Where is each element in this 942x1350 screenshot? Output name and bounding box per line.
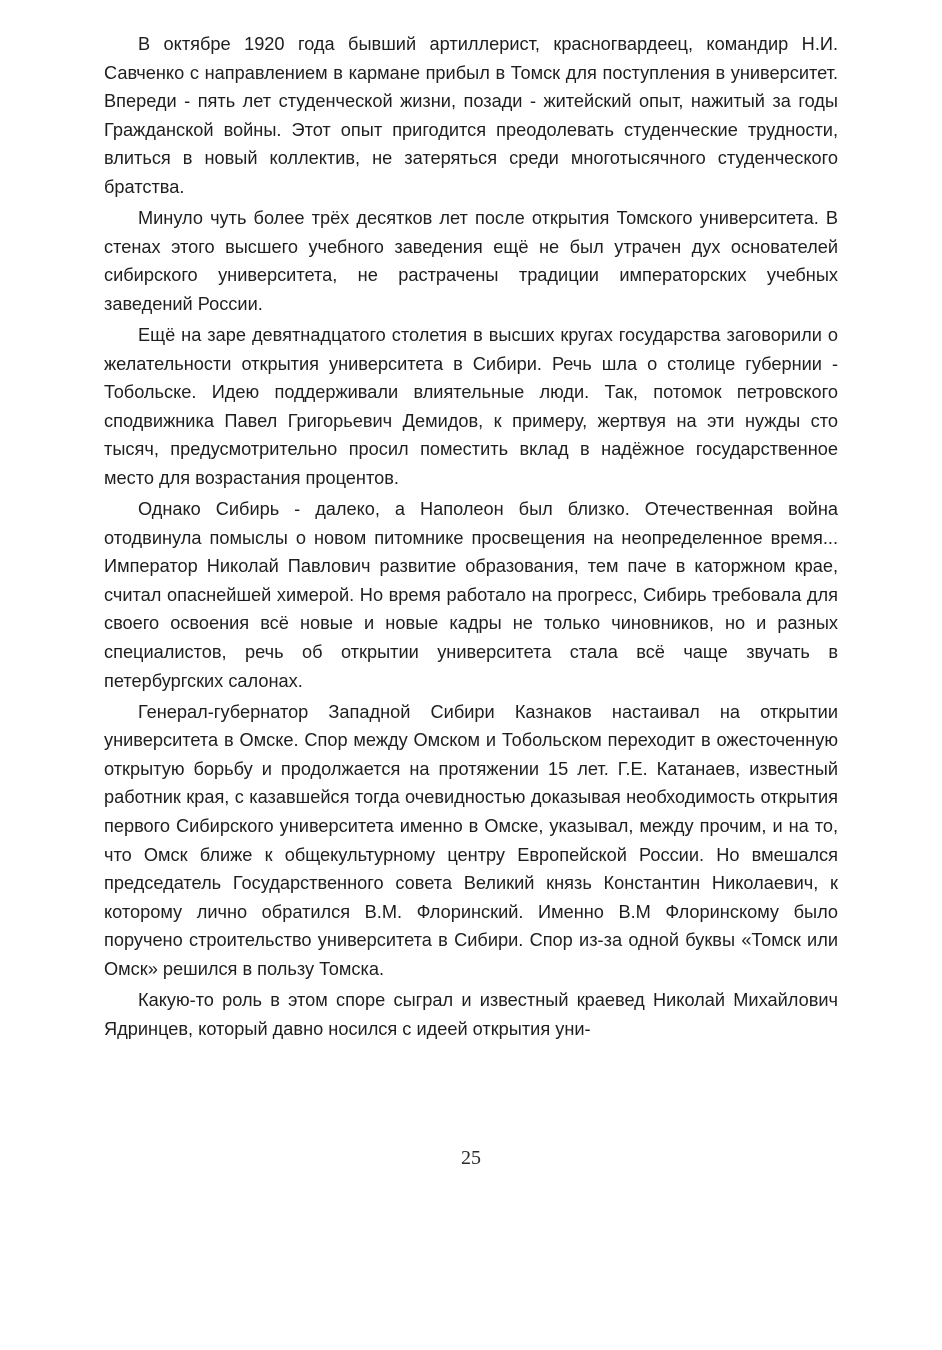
paragraph-2: Минуло чуть более трёх десятков лет после открытия Томского университета. В стенах этого высшего учебного заведения ещё не был утрачен дух основателей сибирского университета, не растрачены традиции императорских учебных заведений России.	[104, 208, 838, 314]
paragraph-5: Генерал-губернатор Западной Сибири Казнаков настаивал на открытии университета в Омске. Спор между Омском и Тобольском переходит в ожесточенную открытую борьбу и продолжается на протяжении 15 лет. Г.Е. Катанаев, известный работник края, с казавшейся тогда очевидностью доказывая необходимость открытия первого Сибирского университета именно в Омске, указывал, между прочим, и на то, что Омск ближе к общекультурному центру Европейской России. Но вмешался председатель Государственного совета Великий князь Константин Николаевич, к которому лично обратился В.М. Флоринский. Именно В.М Флоринскому было поручено строительство университета в Сибири. Спор из-за одной буквы «Томск или Омск» решился в пользу Томска.	[104, 701, 838, 979]
page-number: 25	[461, 1147, 481, 1169]
paragraph-3: Ещё на заре девятнадцатого столетия в высших кругах государства заговорили о желательности открытия университета в Сибири. Речь шла о столице губернии - Тобольске. Идею поддерживали влиятельные люди. Так, потомок петровского сподвижника Павел Григорьевич Демидов, к примеру, жертвуя на эти нужды сто тысяч, предусмотрительно просил поместить вклад в надёжное государственное место для возрастания процентов.	[104, 324, 838, 488]
paragraph-1: В октябре 1920 года бывший артиллерист, красногвардеец, командир Н.И. Савченко с направлением в кармане прибыл в Томск для поступления в университет. Впереди - пять лет студенческой жизни, позади - житейский опыт, нажитый за годы Гражданской войны. Этот опыт пригодится преодолевать студенческие трудности, влиться в новый коллектив, не затеряться среди многотысячного студенческого братства.	[104, 34, 838, 197]
paragraph-6: Какую-то роль в этом споре сыграл и известный краевед Николай Михайлович Ядринцев, который давно носился с идеей открытия уни-	[104, 990, 838, 1039]
body-text	[104, 30, 838, 1046]
paragraph-4: Однако Сибирь - далеко, а Наполеон был близко. Отечественная война отодвинула помыслы о новом питомнике просвещения на неопределенное время... Император Николай Павлович развитие образования, тем паче в каторжном крае, считал опаснейшей химерой. Но время работало на прогресс, Сибирь требовала для своего освоения всё новые и новые кадры не только чиновников, но и разных специалистов, речь об открытии университета стала всё чаще звучать в петербургских салонах.	[104, 499, 838, 691]
